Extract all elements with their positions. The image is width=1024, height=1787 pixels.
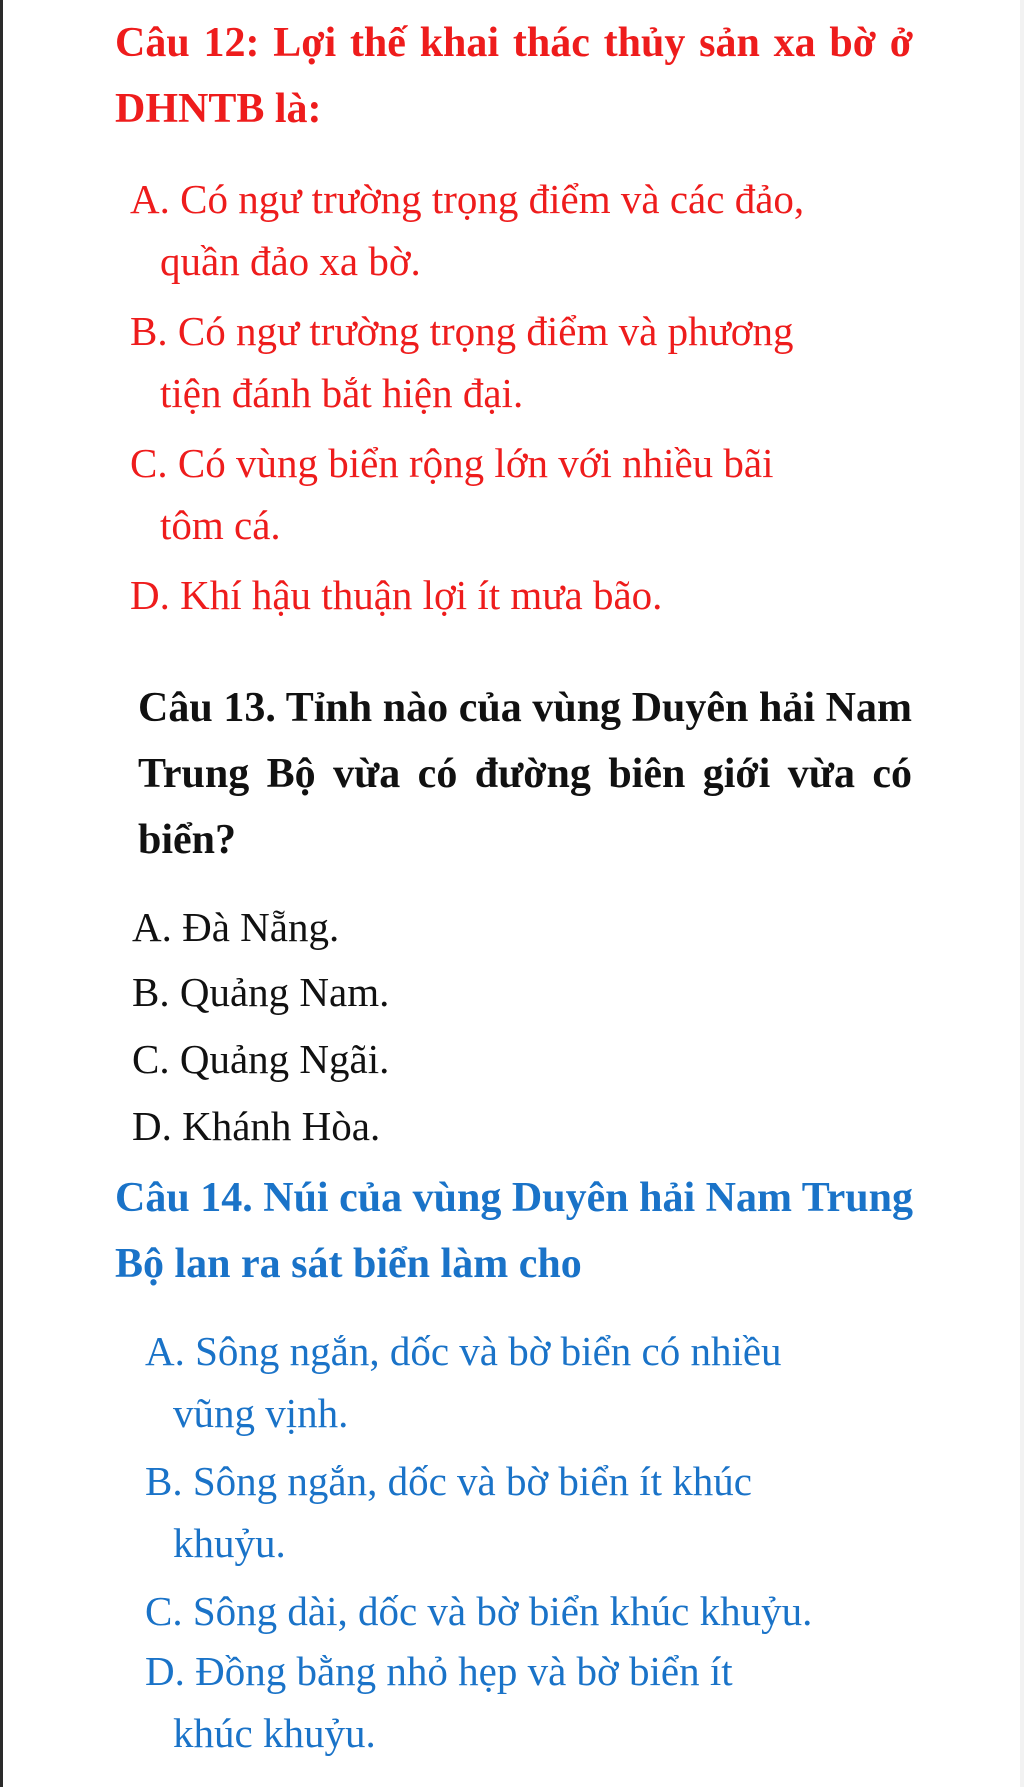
question-14-option-b [145, 1450, 913, 1574]
question-14-option-a [145, 1320, 913, 1444]
option-line: A. Có ngư trường trọng điểm và các đảo, [130, 176, 805, 222]
question-14-option-d [145, 1640, 913, 1764]
option-line: A. Sông ngắn, dốc và bờ biển có nhiều [145, 1328, 782, 1374]
option-line: B. Sông ngắn, dốc và bờ biển ít khúc [145, 1458, 752, 1504]
question-14-option-c [145, 1580, 913, 1642]
option-continuation: khúc khuỷu. [173, 1710, 376, 1756]
option-continuation: tôm cá. [160, 502, 281, 548]
question-13-title: Câu 13. Tỉnh nào của vùng Duyên hải Nam Trung Bộ vừa có đường biên giới vừa có biển? [138, 685, 912, 863]
option-continuation: vũng vịnh. [173, 1390, 349, 1436]
option-line: C. Sông dài, dốc và bờ biển khúc khuỷu. [145, 1588, 813, 1634]
question-13-option-d: D. Khánh Hòa. [132, 1103, 381, 1149]
question-13-option-b: B. Quảng Nam. [132, 969, 390, 1015]
question-13-option-a: A. Đà Nẵng. [132, 904, 340, 950]
question-12-option-d [130, 564, 912, 626]
question-12-title: Câu 12: Lợi thế khai thác thủy sản xa bờ ở DHNTB là: [115, 20, 913, 132]
question-14-title: Câu 14. Núi của vùng Duyên hải Nam Trung Bộ lan ra sát biển làm cho [115, 1175, 913, 1287]
option-line: D. Khí hậu thuận lợi ít mưa bão. [130, 572, 663, 618]
question-12-option-b [130, 300, 912, 424]
option-continuation: khuỷu. [173, 1520, 286, 1566]
question-13-option-c: C. Quảng Ngãi. [132, 1036, 390, 1082]
option-continuation: quần đảo xa bờ. [160, 238, 421, 284]
option-line: C. Có vùng biển rộng lớn với nhiều bãi [130, 440, 774, 486]
option-line: D. Đồng bằng nhỏ hẹp và bờ biển ít [145, 1648, 733, 1694]
option-line: B. Có ngư trường trọng điểm và phương [130, 308, 794, 354]
question-12-option-c [130, 432, 912, 556]
option-continuation: tiện đánh bắt hiện đại. [160, 370, 524, 416]
question-12-option-a [130, 168, 912, 292]
